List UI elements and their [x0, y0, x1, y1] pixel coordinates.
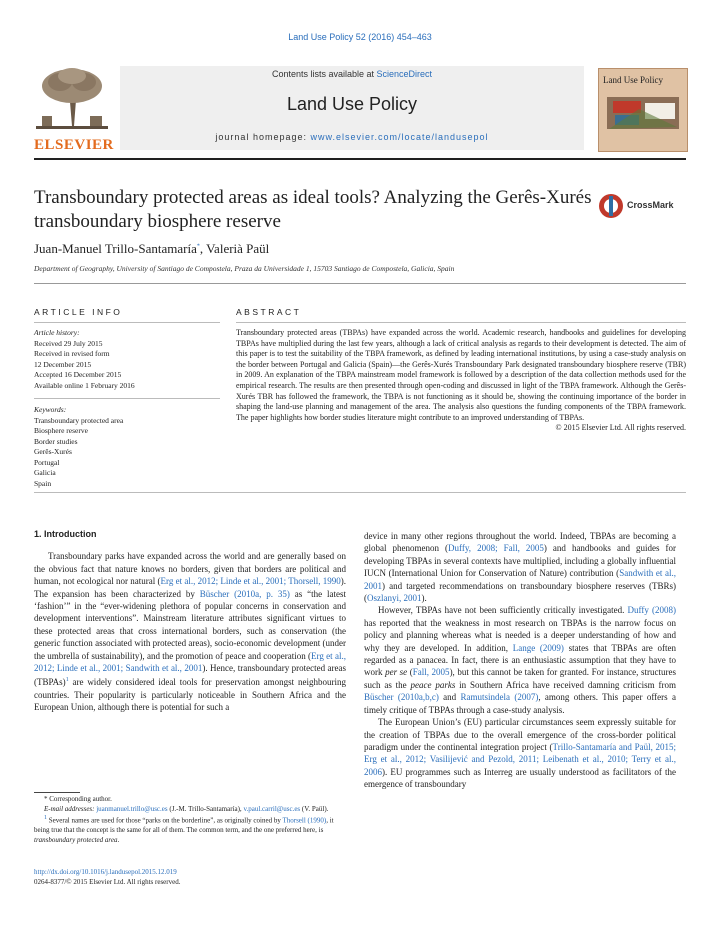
citation-link[interactable]: Trillo-Santamaría and Paül, 2015; Erg et al., 2012; Vasilijević and Pezold, 2011; Leibenath et al., 2010; Terry et al., 2006: [364, 741, 677, 777]
journal-homepage-link[interactable]: www.elsevier.com/locate/landusepol: [310, 132, 489, 142]
issn-line: 0264-8377/© 2015 Elsevier Ltd. All rights reserved.: [34, 877, 181, 886]
paragraph: device in many other regions throughout the world. Indeed, TBPAs are becoming a global phenomenon (Duffy, 2008; Fall, 2005) and handbooks and guides for developing TBPAs in several contexts have multiplied, including a globally influential IUCN (International Union for Conservation of Nature) contribution (Sandwith et al., 2001) and targeted recommendations on transboundary biosphere reserves (TBRs) (Oszlanyi, 2001).: [364, 531, 677, 604]
citation-link[interactable]: Thorsell (1990): [282, 816, 327, 825]
italic-text: transboundary protected area: [34, 835, 118, 844]
abstract-rule: [236, 322, 686, 323]
history-item: Received in revised form: [34, 349, 110, 358]
sciencedirect-link[interactable]: ScienceDirect: [376, 69, 433, 79]
author-separator: ,: [199, 241, 207, 256]
italic-text: peace parks: [410, 679, 456, 690]
section-heading-introduction: 1. Introduction: [34, 529, 97, 539]
paragraph: However, TBPAs have not been sufficiently critically investigated. Duffy (2008) has reported that the weakness in most research on TBPAs is the narrow focus on policy and planning whereas what is needed is a deeper understanding of how and why they are developed. In addition, Lange (2009) states that TBPAs are often regarded as a panacea. In fact, there is an enthusiastic assumption that they have to work per se (Fall, 2005), but this cannot be taken for granted. For instance, structures such as the peace parks in Southern Africa have received damning criticism from Büscher (2010a,b,c) and Ramutsindela (2007), among others. This paper offers a timely critique of TBPAs through a case-study analysis.: [364, 605, 676, 715]
paragraph: The European Union’s (EU) particular circumstances seem expressly suitable for the creation of TBPAs due to the overall emergence of the cross-border political paradigm under the continental integration project (Trillo-Santamaría and Paül, 2015; Erg et al., 2012; Vasilijević and Pezold, 2011; Leibenath et al., 2010; Terry et al., 2006). EU programmes such as Interreg are usually understood as facilitators of the emergence of transboundary: [364, 717, 677, 790]
article-history: [34, 328, 220, 391]
doi-block: [34, 868, 346, 887]
citation-link[interactable]: Oszlanyi, 2001: [367, 593, 422, 604]
footnote-rule: [34, 792, 80, 793]
keyword: Gerês-Xurés: [34, 447, 72, 456]
abstract-copyright: © 2015 Elsevier Ltd. All rights reserved.: [555, 423, 686, 433]
citation-link[interactable]: Fall, 2005: [412, 667, 450, 678]
citation-link[interactable]: Ramutsindela (2007): [460, 692, 539, 703]
article-info-heading: ARTICLE INFO: [34, 307, 123, 317]
cover-image-icon: [599, 69, 687, 151]
author-2[interactable]: Valerià Paül: [206, 241, 270, 256]
citation-link[interactable]: v.paul.carril@usc.es: [243, 804, 301, 813]
footnote-corresponding: * Corresponding author.: [44, 795, 112, 803]
contents-prefix: Contents lists available at: [271, 69, 377, 79]
keyword: Transboundary protected area: [34, 415, 124, 425]
paragraph: Transboundary parks have expanded across the world and are generally based on the obvious fact that nature knows no borders, given that borders are political and human, not ecological nor natural (Erg et al., 2012; Linde et al., 2001; Thorsell, 1990). The expansion has been characterized by Büscher (2010a, p. 35) as “the latest ‘fashion’” in the “ever-widening plethora of popular concerns in conservation and development interventions”. Mainstream literature attributes significant virtues to these protected areas that cross international borders, such as conservation (the generic function associated with protected areas), socio-economic development (under the umbrella of sustainability), and the promotion of peace and cooperation (Erg et al., 2012; Linde et al., 2001; Sandwith et al., 2001). Hence, transboundary protected areas (TBPAs)$^1$ are widely considered ideal tools for preservation amongst neighbouring countries. Their popularity is particularly noticeable in Southern Africa and the European Union, although there is potential for such a: [34, 551, 347, 713]
article-title: Transboundary protected areas as ideal tools? Analyzing the Gerês-Xurés transboundary biosphere reserve: [34, 187, 592, 232]
body-column-left: [34, 528, 346, 714]
crossmark-badge[interactable]: [598, 192, 688, 220]
citation-link[interactable]: Lange (2009): [512, 642, 564, 653]
history-item: Available online 1 February 2016: [34, 380, 135, 390]
crossmark-label: CrossMark: [627, 200, 674, 210]
elsevier-logo[interactable]: [34, 66, 114, 153]
keyword: Spain: [34, 478, 52, 488]
keyword: Portugal: [34, 457, 60, 467]
abstract-bottom-rule: [34, 492, 686, 493]
abstract: [236, 328, 686, 434]
footnote-emails: E-mail addresses: juanmanuel.trillo@usc.es (J.-M. Trillo-Santamaría), v.paul.carril@usc.es (V. Paül).: [44, 804, 329, 813]
citation-link[interactable]: Erg et al., 2012; Linde et al., 2001; Thorsell, 1990: [160, 576, 341, 587]
footnote-ref[interactable]: 1: [65, 677, 69, 684]
keywords-rule: [34, 398, 220, 399]
italic-text: E-mail addresses:: [44, 804, 97, 813]
keywords-label: Keywords:: [34, 405, 67, 414]
journal-title: Land Use Policy: [286, 94, 418, 114]
homepage-line: [120, 132, 584, 142]
history-item: 12 December 2015: [34, 359, 92, 369]
citation-link[interactable]: juanmanuel.trillo@usc.es: [96, 804, 168, 813]
body-column-right: [364, 530, 676, 791]
journal-banner: [120, 66, 584, 150]
corresponding-author-mark[interactable]: *: [196, 243, 200, 250]
footnotes: [34, 795, 346, 845]
homepage-prefix: journal homepage:: [215, 132, 311, 142]
authors: [34, 241, 269, 257]
abstract-body: Transboundary protected areas (TBPAs) have expanded across the world. Academic research, handbooks and guidelines for developing TBPAs have multiplied during the last few years, although a lack of critical analysis as regards to their development is detected. The aim of this paper is to test the suitability of the TBPA framework, as defined by leading international institutions, by using a case-study analysis on the border between Portugal and Galicia (Spain)—the Gerês-Xurés Transboundary Park designated transboundary biosphere reserve (TBR) in 2009. An explanation of the TBPA mainstream model framework is followed by a description of the data collection methods used for the empirical research. The results are then presented through open-coding and discussed in light of the TBPA framework. Although the Gerês-Xurés TBR has followed the framework, the TBPA is not functioning as it should be, showing the continuing importance of the border in shaping the land-use planning and management of the area. The analysis also questions the funding components of the TBPA framework. The paper highlights how border studies literature might contribute to an improved understanding of TBPAs.: [236, 328, 686, 422]
journal-reference[interactable]: Land Use Policy 52 (2016) 454–463: [288, 32, 432, 42]
title-rule: [34, 283, 686, 284]
history-item: Accepted 16 December 2015: [34, 370, 122, 379]
contents-line: [120, 69, 584, 79]
history-label: Article history:: [34, 328, 80, 337]
keywords: [34, 405, 220, 489]
citation-link[interactable]: Büscher (2010a,b,c): [364, 692, 439, 703]
citation-link[interactable]: Büscher (2010a, p. 35): [199, 588, 290, 599]
cover-title: Land Use Policy: [603, 75, 663, 85]
elsevier-tree-icon: [34, 66, 110, 130]
citation-link[interactable]: Duffy, 2008; Fall, 2005: [448, 543, 544, 554]
doi-link[interactable]: http://dx.doi.org/10.1016/j.landusepol.2015.12.019: [34, 868, 177, 876]
citation-link[interactable]: Erg et al., 2012; Linde et al., 2001; Sandwith et al., 2001: [34, 650, 346, 674]
journal-cover[interactable]: [598, 68, 688, 152]
author-1[interactable]: Juan-Manuel Trillo-Santamaría: [34, 241, 197, 256]
italic-text: per se: [385, 667, 408, 678]
affiliation: Department of Geography, University of Santiago de Compostela, Praza da Universidade 1, 15703 Santiago de Compostela, Galicia, Spain: [34, 264, 455, 273]
publisher-name: ELSEVIER: [34, 137, 114, 153]
history-item: Received 29 July 2015: [34, 338, 103, 348]
footnote-ref[interactable]: 1: [44, 815, 47, 822]
keyword: Galicia: [34, 468, 56, 477]
crossmark-icon: [598, 193, 624, 219]
keyword: Biosphere reserve: [34, 426, 88, 435]
header-rule: [34, 158, 686, 160]
article-info-rule: [34, 322, 220, 323]
citation-link[interactable]: Sandwith et al., 2001: [364, 568, 676, 591]
citation-link[interactable]: Duffy (2008): [627, 605, 676, 616]
keyword: Border studies: [34, 436, 78, 446]
abstract-heading: ABSTRACT: [236, 307, 302, 317]
footnote-1: $^1$ Several names are used for those “parks on the borderline”, as originally coined by Thorsell (1990), it being true that the concept is the same for all of them. The common term, and the one preferred here, is transboundary protected area.: [34, 815, 334, 844]
